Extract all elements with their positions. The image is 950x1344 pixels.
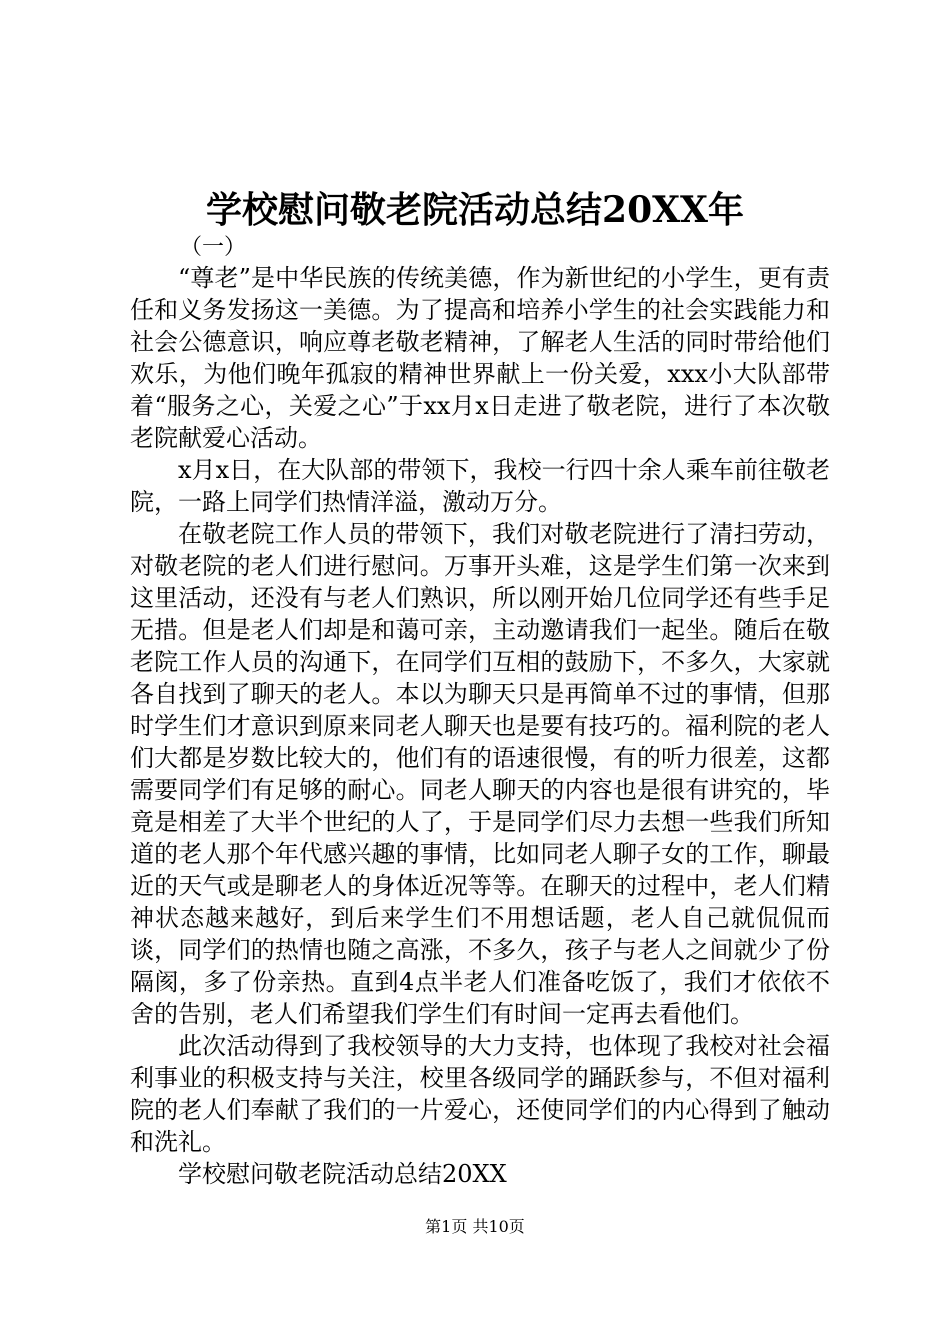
paragraph: 学校慰问敬老院活动总结20XX (178, 1160, 507, 1188)
page-footer: 第1页 共10页 (425, 1217, 525, 1236)
paragraph: “尊老”是中华民族的传统美德，作为新世纪的小学生，更有责任和义务发扬这一美德。为了提高和培养小学生的社会实践能力和社会公德意识，响应尊老敬老精神，了解老人生活的同时带给他们欢乐，为他们晚年孤寂的精神世界献上一份关爱，xxx小大队部带着“服务之心，关爱之心”于xx月x日走进了敬老院，进行了本次敬老院献爱心活动。 (130, 264, 830, 452)
paragraph: x月x日，在大队部的带领下，我校一行四十余人乘车前往敬老院，一路上同学们热情洋溢，激动万分。 (130, 456, 830, 516)
document-title: 学校慰问敬老院活动总结20XX年 (206, 189, 744, 231)
section-marker: （一） (180, 235, 247, 260)
paragraph: 在敬老院工作人员的带领下，我们对敬老院进行了清扫劳动，对敬老院的老人们进行慰问。万事开头难，这是学生们第一次来到这里活动，还没有与老人们熟识，所以刚开始几位同学还有些手足无措。但是老人们却是和蔼可亲，主动邀请我们一起坐。随后在敬老院工作人员的沟通下，在同学们互相的鼓励下，不多久，大家就各自找到了聊天的老人。本以为聊天只是再简单不过的事情，但那时学生们才意识到原来同老人聊天也是要有技巧的。福利院的老人们大都是岁数比较大的，他们有的语速很慢，有的听力很差，这都需要同学们有足够的耐心。同老人聊天的内容也是很有讲究的，毕竟是相差了大半个世纪的人了，于是同学们尽力去想一些我们所知道的老人那个年代感兴趣的事情，比如同老人聊子女的工作，聊最近的天气或是聊老人的身体近况等等。在聊天的过程中，老人们精神状态越来越好，到后来学生们不用想话题，老人自己就侃侃而谈，同学们的热情也随之高涨，不多久，孩子与老人之间就少了份隔阂，多了份亲热。直到4点半老人们准备吃饭了，我们才依依不舍的告别，老人们希望我们学生们有时间一定再去看他们。 (130, 520, 830, 1028)
paragraph: 此次活动得到了我校领导的大力支持，也体现了我校对社会福利事业的积极支持与关注，校里各级同学的踊跃参与，不但对福利院的老人们奉献了我们的一片爱心，还使同学们的内心得到了触动和洗礼。 (130, 1032, 830, 1156)
document-body (130, 262, 830, 1190)
